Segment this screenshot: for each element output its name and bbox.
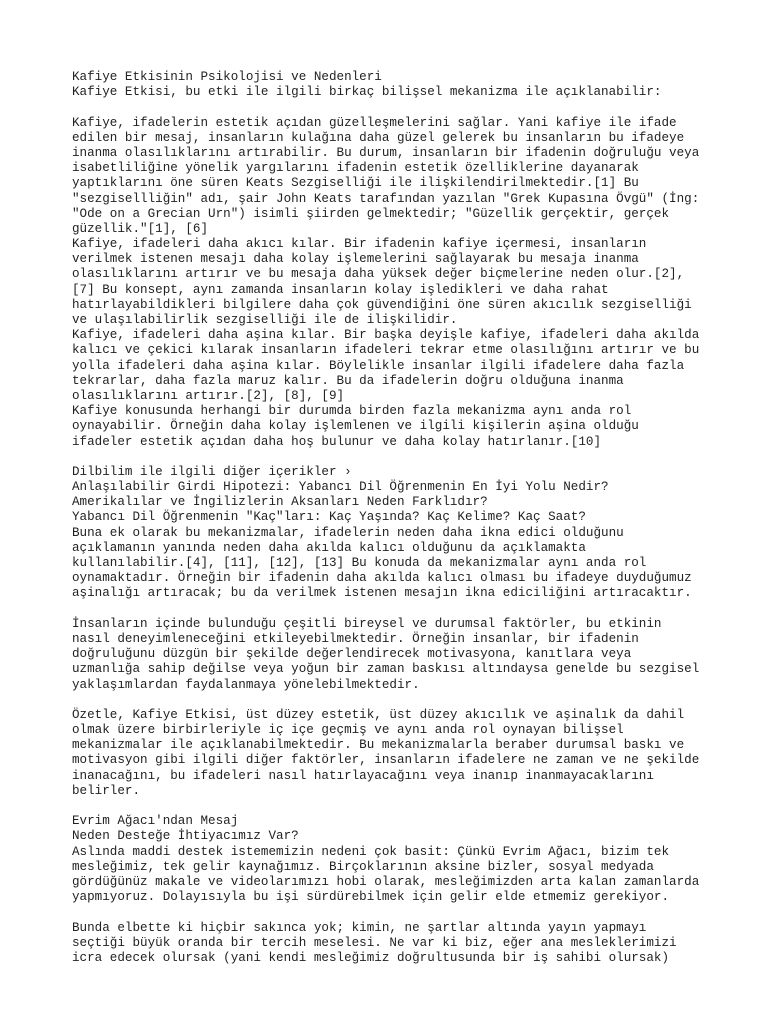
text-block xyxy=(72,116,762,450)
text-line: doğruluğunu düzgün bir şekilde değerlendirecek motivasyona, kanıtlara veya xyxy=(72,647,632,662)
text-line: oynamaktadır. Örneğin bir ifadenin daha akılda kalıcı olması bu ifadeye duyduğumuz xyxy=(72,571,692,586)
text-line: oynayabilir. Örneğin daha kolay işlemlenen ve ilgili kişilerin aşina olduğu xyxy=(72,419,639,434)
text-line: olasılıklarını artırır ve bu mesaja daha yüksek değer biçmelerine neden olur.[2], xyxy=(72,267,685,282)
text-line: seçtiği büyük oranda bir tercih meselesi. Ne var ki biz, eğer ana mesleklerimizi xyxy=(72,935,677,950)
paragraph-gap xyxy=(72,602,762,617)
text-line: uzmanlığa sahip değilse veya yoğun bir zaman baskısı altındaysa genelde bu sezgisel xyxy=(72,662,700,677)
text-line: hatırlayabildikleri bilgilere daha çok güvendiğini öne süren akıcılık sezgiselliği xyxy=(72,297,692,312)
document-page xyxy=(72,70,762,966)
text-line: verilmek istenen mesajı daha kolay işlemelerini sağlayarak bu mesaja inanma xyxy=(72,252,639,267)
text-line: güzellik."[1], [6] xyxy=(72,221,209,236)
text-line: kullanılabilir.[4], [11], [12], [13] Bu konuda da mekanizmalar aynı anda rol xyxy=(72,556,647,570)
text-line: [7] Bu konsept, aynı zamanda insanların kolay işledikleri ve daha rahat xyxy=(72,282,609,297)
text-line: "sezgisellliğin" adı, şair John Keats tarafından yazılan "Grek Kupasına Övgü" (İng: xyxy=(72,191,700,206)
paragraph-gap xyxy=(72,799,762,814)
text-line: Bunda elbette ki hiçbir sakınca yok; kimin, ne şartlar altında yayın yapmayı xyxy=(72,920,647,935)
text-line: olasılıklarını artırır.[2], [8], [9] xyxy=(72,388,345,403)
text-line: yaklaşımlardan faydalanmaya yönelebilmektedir. xyxy=(72,677,420,692)
text-block xyxy=(72,465,762,602)
text-line: inanacağını, bu ifadeleri nasıl hatırlayacağını veya inanıp inanmayacaklarını xyxy=(72,768,654,783)
text-line: Özetle, Kafiye Etkisi, üst düzey estetik, üst düzey akıcılık ve aşinalık da dahil xyxy=(72,707,685,722)
paragraph-gap xyxy=(72,693,762,708)
text-line: Yabancı Dil Öğrenmenin "Kaç"ları: Kaç Yaşında? Kaç Kelime? Kaç Saat? xyxy=(72,510,586,525)
text-line: Evrim Ağacı'ndan Mesaj xyxy=(72,814,239,829)
text-line: Aslında maddi destek istememizin nedeni çok basit: Çünkü Evrim Ağacı, bizim tek xyxy=(72,844,670,859)
text-line: "Ode on a Grecian Urn") isimli şiirden gelmektedir; "Güzellik gerçektir, gerçek xyxy=(72,206,670,221)
text-line: motivasyon gibi ilgili diğer faktörler, insanların ifadelere ne zaman ve ne şekilde xyxy=(72,753,700,768)
text-line: Buna ek olarak bu mekanizmalar, ifadelerin neden daha ikna edici olduğunu xyxy=(72,525,624,540)
text-line: edilen bir mesaj, insanların kulağına daha güzel gelerek bu insanların bu ifadeye xyxy=(72,130,685,145)
text-line: Dilbilim ile ilgili diğer içerikler › xyxy=(72,464,352,479)
text-line: tekrarlar, daha fazla maruz kalır. Bu da ifadelerin doğru olduğuna inanma xyxy=(72,373,624,388)
text-line: ifadeler estetik açıdan daha hoş bulunur ve daha kolay hatırlanır.[10] xyxy=(72,434,602,449)
text-line: gördüğünüz makale ve videolarımızı hobi olarak, mesleğimizden arta kalan zamanlarda xyxy=(72,874,700,889)
paragraph-gap xyxy=(72,100,762,115)
text-line: Anlaşılabilir Girdi Hipotezi: Yabancı Dil Öğrenmenin En İyi Yolu Nedir? xyxy=(72,480,609,495)
text-line: mesleğimiz, tek gelir kaynağımız. Birçoklarının aksine bizler, sosyal medyada xyxy=(72,859,654,874)
text-line: inanma olasılıklarını artırabilir. Bu durum, insanların bir ifadenin doğruluğu veya xyxy=(72,145,700,160)
text-block xyxy=(72,70,762,100)
text-block xyxy=(72,708,762,799)
text-line: Kafiye konusunda herhangi bir durumda birden fazla mekanizma aynı anda rol xyxy=(72,404,632,419)
text-block xyxy=(72,921,762,967)
text-line: Amerikalılar ve İngilizlerin Aksanları Neden Farklıdır? xyxy=(72,495,488,510)
text-line: nasıl deneyimleneceğini etkileyebilmektedir. Örneğin insanlar, bir ifadenin xyxy=(72,631,639,646)
text-line: icra edecek olursak (yani kendi mesleğimiz doğrultusunda bir iş sahibi olursak) xyxy=(72,950,670,965)
text-block xyxy=(72,617,762,693)
text-line: Kafiye, ifadeleri daha aşina kılar. Bir başka deyişle kafiye, ifadeleri daha akılda xyxy=(72,328,700,343)
text-line: olmak üzere birbirleriyle iç içe geçmiş ve aynı anda rol oynayan bilişsel xyxy=(72,723,624,738)
text-line: açıklamanın yanında neden daha akılda kalıcı olduğunu da açıklamakta xyxy=(72,540,586,555)
text-line: aşinalığı artıracak; bu da verilmek istenen mesajın ikna ediciliğini artıracaktır. xyxy=(72,586,692,601)
text-block xyxy=(72,814,762,905)
text-line: Kafiye Etkisi, bu etki ile ilgili birkaç bilişsel mekanizma ile açıklanabilir: xyxy=(72,85,662,100)
text-line: yolla ifadeleri daha aşina kılar. Böylelikle insanlar ilgili ifadelere daha fazla xyxy=(72,358,685,373)
text-line: kalıcı ve çekici kılarak insanların ifadeleri tekrar etme olasılığını artırır ve bu xyxy=(72,343,700,358)
text-line: Kafiye, ifadeleri daha akıcı kılar. Bir ifadenin kafiye içermesi, insanların xyxy=(72,237,647,252)
text-line: Kafiye Etkisinin Psikolojisi ve Nedenleri xyxy=(72,70,382,84)
text-line: mekanizmalar ile açıklanabilmektedir. Bu mekanizmalarla beraber durumsal baskı ve xyxy=(72,738,685,753)
paragraph-gap xyxy=(72,905,762,920)
text-line: yapmıyoruz. Dolayısıyla bu işi sürdürebilmek için gelir elde etmemiz gerekiyor. xyxy=(72,890,670,905)
text-line: ve ulaşılabilirlik sezgiselliği ile de ilişkilidir. xyxy=(72,313,458,327)
text-line: belirler. xyxy=(72,783,141,798)
text-line: Neden Desteğe İhtiyacımız Var? xyxy=(72,829,299,844)
text-line: İnsanların içinde bulunduğu çeşitli bireysel ve durumsal faktörler, bu etkinin xyxy=(72,616,662,631)
paragraph-gap xyxy=(72,450,762,465)
text-line: Kafiye, ifadelerin estetik açıdan güzelleşmelerini sağlar. Yani kafiye ile ifade xyxy=(72,115,677,130)
text-line: yaptıklarını öne süren Keats Sezgiselliği ile ilişkilendirilmektedir.[1] Bu xyxy=(72,176,639,191)
text-line: isabetliliğine yönelik yargılarını ifadenin estetik özelliklerine dayanarak xyxy=(72,161,639,176)
